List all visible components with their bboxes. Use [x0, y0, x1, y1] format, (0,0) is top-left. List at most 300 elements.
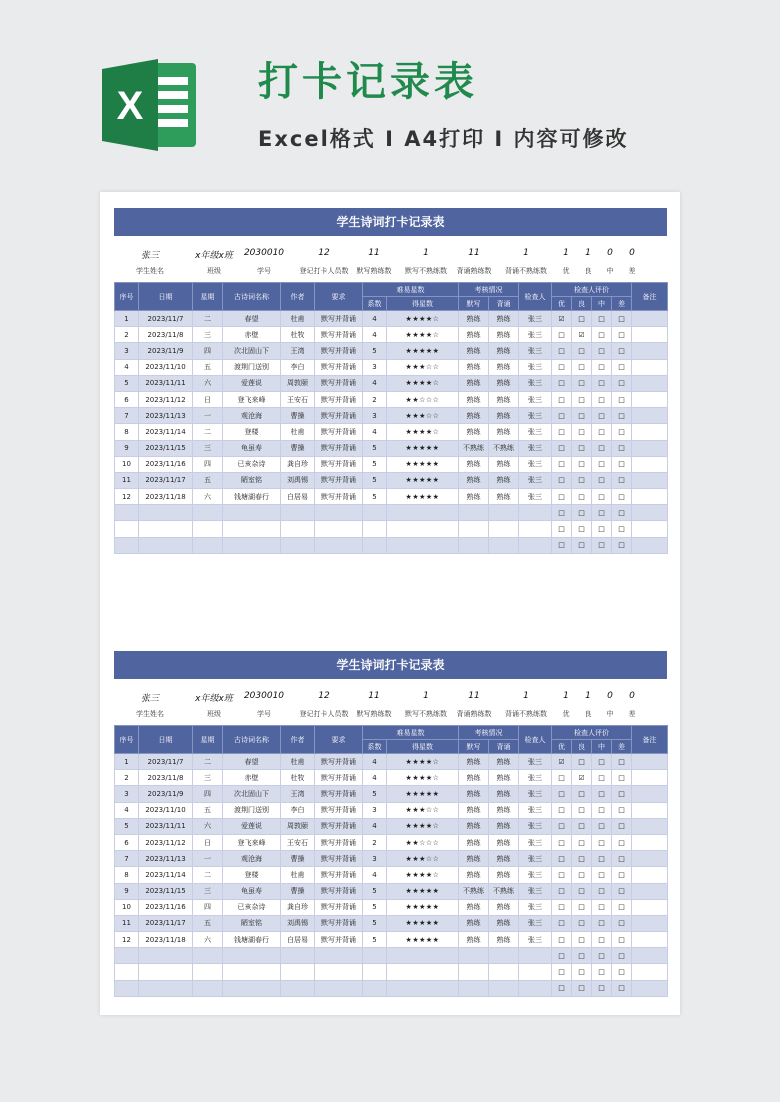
- checkbox-excellent[interactable]: ☑: [552, 311, 572, 327]
- col-header-remark: 备注: [632, 283, 668, 311]
- checkbox-good[interactable]: ☑: [572, 327, 592, 343]
- checkbox-good[interactable]: □: [572, 802, 592, 818]
- checkbox-excellent[interactable]: □: [552, 424, 572, 440]
- cell-dictation: 熟练: [459, 489, 489, 505]
- cell-star-rating: [387, 948, 459, 964]
- cell-requirement: 默写并背诵: [315, 472, 363, 488]
- cell-dictation: 熟练: [459, 343, 489, 359]
- cell-requirement: 默写并背诵: [315, 456, 363, 472]
- cell-requirement: 默写并背诵: [315, 883, 363, 899]
- checkbox-medium[interactable]: □: [592, 834, 612, 850]
- checkbox-medium[interactable]: □: [592, 391, 612, 407]
- cell-requirement: 默写并背诵: [315, 327, 363, 343]
- info-label: 班级: [207, 710, 221, 718]
- checkbox-good[interactable]: □: [572, 537, 592, 553]
- checkbox-poor[interactable]: □: [612, 489, 632, 505]
- checkbox-poor[interactable]: □: [612, 456, 632, 472]
- info-label: 登记打卡人员数: [299, 710, 349, 718]
- cell-requirement: [315, 521, 363, 537]
- cell-poem: 观沧海: [223, 851, 281, 867]
- cell-requirement: 默写并背诵: [315, 375, 363, 391]
- checkbox-medium[interactable]: □: [592, 851, 612, 867]
- cell-checker: 张三: [519, 802, 552, 818]
- cell-weekday: [193, 948, 223, 964]
- checkbox-good[interactable]: □: [572, 948, 592, 964]
- info-value: 1: [523, 691, 529, 701]
- checkbox-poor[interactable]: □: [612, 802, 632, 818]
- checkbox-medium[interactable]: □: [592, 456, 612, 472]
- cell-star-rating: ★★☆☆☆: [387, 834, 459, 850]
- cell-coefficient: 5: [363, 899, 387, 915]
- cell-coefficient: [363, 948, 387, 964]
- cell-remark: [632, 851, 668, 867]
- cell-poem: 登飞来峰: [223, 834, 281, 850]
- cell-checker: 张三: [519, 375, 552, 391]
- checkbox-medium[interactable]: □: [592, 408, 612, 424]
- cell-date: 2023/11/12: [139, 834, 193, 850]
- checkbox-medium[interactable]: □: [592, 472, 612, 488]
- checkbox-poor[interactable]: □: [612, 754, 632, 770]
- checkbox-good[interactable]: □: [572, 521, 592, 537]
- cell-no: 9: [115, 883, 139, 899]
- cell-weekday: [193, 537, 223, 553]
- cell-weekday: [193, 980, 223, 996]
- cell-author: [281, 980, 315, 996]
- checkbox-poor[interactable]: □: [612, 932, 632, 948]
- cell-date: 2023/11/8: [139, 770, 193, 786]
- cell-date: 2023/11/12: [139, 391, 193, 407]
- cell-weekday: 三: [193, 883, 223, 899]
- checkbox-medium[interactable]: □: [592, 537, 612, 553]
- checkbox-poor[interactable]: □: [612, 440, 632, 456]
- info-label: 差: [628, 710, 636, 718]
- checkbox-excellent[interactable]: □: [552, 770, 572, 786]
- checkbox-excellent[interactable]: □: [552, 472, 572, 488]
- cell-star-rating: ★★★★★: [387, 440, 459, 456]
- cell-remark: [632, 867, 668, 883]
- cell-recitation: 熟练: [489, 311, 519, 327]
- checkbox-excellent[interactable]: □: [552, 786, 572, 802]
- cell-requirement: 默写并背诵: [315, 851, 363, 867]
- col-header-assessment: 考核情况: [459, 283, 519, 297]
- checkbox-poor[interactable]: □: [612, 818, 632, 834]
- checkbox-medium[interactable]: □: [592, 754, 612, 770]
- cell-requirement: 默写并背诵: [315, 311, 363, 327]
- checkbox-poor[interactable]: □: [612, 834, 632, 850]
- cell-no: 3: [115, 786, 139, 802]
- cell-weekday: 二: [193, 311, 223, 327]
- cell-date: 2023/11/16: [139, 899, 193, 915]
- cell-author: 王湾: [281, 343, 315, 359]
- cell-dictation: 熟练: [459, 408, 489, 424]
- checkbox-poor[interactable]: □: [612, 980, 632, 996]
- cell-weekday: 五: [193, 915, 223, 931]
- cell-date: 2023/11/11: [139, 818, 193, 834]
- checkbox-poor[interactable]: □: [612, 867, 632, 883]
- cell-star-rating: ★★★★★: [387, 932, 459, 948]
- checkbox-medium[interactable]: □: [592, 343, 612, 359]
- table-row: [115, 964, 668, 980]
- checkbox-excellent[interactable]: □: [552, 375, 572, 391]
- cell-checker: 张三: [519, 489, 552, 505]
- cell-dictation: 熟练: [459, 456, 489, 472]
- checkbox-poor[interactable]: □: [612, 359, 632, 375]
- checkbox-good[interactable]: □: [572, 489, 592, 505]
- cell-weekday: 四: [193, 899, 223, 915]
- col-header-recitation: 背诵: [489, 297, 519, 311]
- checkbox-good[interactable]: □: [572, 311, 592, 327]
- checkbox-good[interactable]: □: [572, 472, 592, 488]
- cell-dictation: 熟练: [459, 867, 489, 883]
- info-value: 张三: [140, 251, 160, 261]
- checkbox-good[interactable]: □: [572, 980, 592, 996]
- info-label: 良: [584, 710, 592, 718]
- cell-author: [281, 505, 315, 521]
- checkbox-good[interactable]: □: [572, 754, 592, 770]
- cell-recitation: 熟练: [489, 851, 519, 867]
- checkbox-excellent[interactable]: □: [552, 489, 572, 505]
- cell-star-rating: ★★★★☆: [387, 424, 459, 440]
- cell-weekday: 二: [193, 754, 223, 770]
- cell-requirement: 默写并背诵: [315, 834, 363, 850]
- checkbox-good[interactable]: □: [572, 851, 592, 867]
- checkbox-medium[interactable]: □: [592, 899, 612, 915]
- checkbox-medium[interactable]: □: [592, 521, 612, 537]
- cell-recitation: 熟练: [489, 818, 519, 834]
- checkbox-poor[interactable]: □: [612, 786, 632, 802]
- info-value: 1: [563, 248, 569, 258]
- cell-recitation: 熟练: [489, 915, 519, 931]
- cell-checker: 张三: [519, 851, 552, 867]
- cell-author: 王安石: [281, 391, 315, 407]
- cell-checker: 张三: [519, 883, 552, 899]
- col-header-no: 序号: [115, 726, 139, 754]
- cell-date: 2023/11/14: [139, 424, 193, 440]
- cell-no: 4: [115, 359, 139, 375]
- cell-author: 王湾: [281, 786, 315, 802]
- cell-recitation: [489, 964, 519, 980]
- table-row: [115, 375, 668, 391]
- cell-remark: [632, 375, 668, 391]
- table-row: [115, 851, 668, 867]
- checkbox-excellent[interactable]: □: [552, 521, 572, 537]
- record-table-block-2: [114, 651, 667, 997]
- col-header-good: 良: [572, 740, 592, 754]
- checkbox-excellent[interactable]: □: [552, 818, 572, 834]
- cell-poem: 登楼: [223, 867, 281, 883]
- cell-weekday: 五: [193, 359, 223, 375]
- cell-poem: 渡荆门送别: [223, 359, 281, 375]
- checkbox-excellent[interactable]: □: [552, 834, 572, 850]
- cell-star-rating: ★★★★★: [387, 899, 459, 915]
- table-row: [115, 343, 668, 359]
- checkbox-good[interactable]: □: [572, 834, 592, 850]
- cell-checker: 张三: [519, 311, 552, 327]
- table-row: [115, 408, 668, 424]
- checkbox-medium[interactable]: □: [592, 786, 612, 802]
- cell-poem: 观沧海: [223, 408, 281, 424]
- cell-coefficient: 4: [363, 867, 387, 883]
- cell-checker: 张三: [519, 932, 552, 948]
- checkbox-excellent[interactable]: □: [552, 408, 572, 424]
- cell-author: 龚自珍: [281, 899, 315, 915]
- checkbox-good[interactable]: □: [572, 932, 592, 948]
- cell-weekday: 六: [193, 375, 223, 391]
- col-header-coefficient: 系数: [363, 740, 387, 754]
- checkbox-medium[interactable]: □: [592, 770, 612, 786]
- checkbox-medium[interactable]: □: [592, 964, 612, 980]
- checkbox-medium[interactable]: □: [592, 948, 612, 964]
- cell-poem: 春望: [223, 754, 281, 770]
- checkbox-good[interactable]: □: [572, 359, 592, 375]
- cell-poem: [223, 980, 281, 996]
- checkbox-good[interactable]: □: [572, 899, 592, 915]
- checkbox-good[interactable]: □: [572, 424, 592, 440]
- info-value: 1: [423, 691, 429, 701]
- table-row: [115, 915, 668, 931]
- checkbox-good[interactable]: □: [572, 440, 592, 456]
- cell-checker: [519, 537, 552, 553]
- checkbox-excellent[interactable]: □: [552, 359, 572, 375]
- checkbox-medium[interactable]: □: [592, 915, 612, 931]
- checkbox-good[interactable]: □: [572, 505, 592, 521]
- cell-checker: 张三: [519, 424, 552, 440]
- cell-requirement: [315, 505, 363, 521]
- cell-coefficient: 5: [363, 440, 387, 456]
- checkbox-medium[interactable]: □: [592, 932, 612, 948]
- checkbox-medium[interactable]: □: [592, 867, 612, 883]
- checkbox-good[interactable]: □: [572, 391, 592, 407]
- checkbox-medium[interactable]: □: [592, 424, 612, 440]
- checkbox-medium[interactable]: □: [592, 883, 612, 899]
- cell-requirement: 默写并背诵: [315, 818, 363, 834]
- checkbox-good[interactable]: □: [572, 375, 592, 391]
- info-value: 1: [423, 248, 429, 258]
- cell-no: 4: [115, 802, 139, 818]
- cell-recitation: [489, 505, 519, 521]
- checkbox-excellent[interactable]: □: [552, 867, 572, 883]
- cell-author: 杜甫: [281, 867, 315, 883]
- col-header-good: 良: [572, 297, 592, 311]
- info-value: 0: [629, 248, 635, 258]
- cell-coefficient: 4: [363, 818, 387, 834]
- info-label: 登记打卡人员数: [299, 267, 349, 275]
- checkbox-medium[interactable]: □: [592, 440, 612, 456]
- checkbox-good[interactable]: □: [572, 343, 592, 359]
- cell-coefficient: 5: [363, 456, 387, 472]
- cell-coefficient: 5: [363, 883, 387, 899]
- cell-recitation: 熟练: [489, 867, 519, 883]
- cell-requirement: 默写并背诵: [315, 802, 363, 818]
- checkbox-poor[interactable]: □: [612, 472, 632, 488]
- checkbox-good[interactable]: □: [572, 408, 592, 424]
- checkbox-medium[interactable]: □: [592, 505, 612, 521]
- cell-checker: 张三: [519, 834, 552, 850]
- cell-poem: 陋室铭: [223, 472, 281, 488]
- cell-dictation: 不熟练: [459, 883, 489, 899]
- checkbox-medium[interactable]: □: [592, 375, 612, 391]
- col-header-stars: 得星数: [387, 297, 459, 311]
- checkbox-good[interactable]: □: [572, 915, 592, 931]
- cell-coefficient: 3: [363, 408, 387, 424]
- checkbox-poor[interactable]: □: [612, 521, 632, 537]
- checkbox-excellent[interactable]: □: [552, 327, 572, 343]
- cell-recitation: 熟练: [489, 327, 519, 343]
- checkbox-good[interactable]: ☑: [572, 770, 592, 786]
- checkbox-excellent[interactable]: □: [552, 505, 572, 521]
- checkbox-excellent[interactable]: □: [552, 851, 572, 867]
- cell-date: 2023/11/18: [139, 489, 193, 505]
- checkbox-good[interactable]: □: [572, 786, 592, 802]
- checkbox-excellent[interactable]: □: [552, 456, 572, 472]
- cell-author: 白居易: [281, 932, 315, 948]
- cell-no: [115, 948, 139, 964]
- cell-date: [139, 521, 193, 537]
- cell-recitation: 熟练: [489, 408, 519, 424]
- table-row: [115, 899, 668, 915]
- checkbox-poor[interactable]: □: [612, 948, 632, 964]
- cell-author: [281, 537, 315, 553]
- cell-no: 7: [115, 851, 139, 867]
- cell-no: 11: [115, 915, 139, 931]
- cell-dictation: 熟练: [459, 472, 489, 488]
- checkbox-medium[interactable]: □: [592, 327, 612, 343]
- checkbox-excellent[interactable]: □: [552, 537, 572, 553]
- checkbox-poor[interactable]: □: [612, 424, 632, 440]
- checkbox-excellent[interactable]: □: [552, 948, 572, 964]
- checkbox-medium[interactable]: □: [592, 489, 612, 505]
- checkbox-medium[interactable]: □: [592, 359, 612, 375]
- checkbox-medium[interactable]: □: [592, 818, 612, 834]
- info-value: 2030010: [243, 691, 285, 701]
- checkbox-poor[interactable]: □: [612, 915, 632, 931]
- checkbox-poor[interactable]: □: [612, 311, 632, 327]
- cell-weekday: 四: [193, 343, 223, 359]
- checkbox-poor[interactable]: □: [612, 770, 632, 786]
- checkbox-excellent[interactable]: □: [552, 883, 572, 899]
- student-info: [114, 236, 667, 282]
- checkbox-excellent[interactable]: □: [552, 980, 572, 996]
- checkbox-good[interactable]: □: [572, 867, 592, 883]
- cell-remark: [632, 932, 668, 948]
- checkbox-poor[interactable]: □: [612, 375, 632, 391]
- cell-coefficient: 5: [363, 489, 387, 505]
- info-value: 0: [607, 691, 613, 701]
- checkbox-poor[interactable]: □: [612, 343, 632, 359]
- cell-author: 李白: [281, 359, 315, 375]
- cell-star-rating: ★★★★★: [387, 915, 459, 931]
- checkbox-good[interactable]: □: [572, 818, 592, 834]
- cell-remark: [632, 537, 668, 553]
- checkbox-excellent[interactable]: □: [552, 391, 572, 407]
- record-table-block-1: [114, 208, 667, 554]
- checkbox-excellent[interactable]: □: [552, 932, 572, 948]
- cell-star-rating: ★★★★☆: [387, 311, 459, 327]
- cell-remark: [632, 883, 668, 899]
- table-row: [115, 802, 668, 818]
- checkbox-poor[interactable]: □: [612, 327, 632, 343]
- checkbox-medium[interactable]: □: [592, 980, 612, 996]
- checkbox-good[interactable]: □: [572, 964, 592, 980]
- table-row: [115, 359, 668, 375]
- cell-recitation: 熟练: [489, 391, 519, 407]
- checkbox-excellent[interactable]: □: [552, 802, 572, 818]
- cell-requirement: 默写并背诵: [315, 424, 363, 440]
- cell-poem: 钱塘湖春行: [223, 932, 281, 948]
- cell-checker: [519, 948, 552, 964]
- checkbox-excellent[interactable]: □: [552, 440, 572, 456]
- cell-author: 周敦颐: [281, 375, 315, 391]
- checkbox-medium[interactable]: □: [592, 802, 612, 818]
- cell-weekday: 五: [193, 802, 223, 818]
- cell-poem: 已亥杂诗: [223, 456, 281, 472]
- cell-weekday: [193, 964, 223, 980]
- checkbox-poor[interactable]: □: [612, 537, 632, 553]
- cell-checker: 张三: [519, 408, 552, 424]
- cell-coefficient: 4: [363, 311, 387, 327]
- checkbox-good[interactable]: □: [572, 456, 592, 472]
- cell-remark: [632, 754, 668, 770]
- checkbox-poor[interactable]: □: [612, 408, 632, 424]
- cell-coefficient: 2: [363, 834, 387, 850]
- cell-recitation: 熟练: [489, 489, 519, 505]
- checkbox-poor[interactable]: □: [612, 964, 632, 980]
- cell-dictation: 熟练: [459, 391, 489, 407]
- checkbox-excellent[interactable]: □: [552, 899, 572, 915]
- col-header-poem: 古诗词名称: [223, 726, 281, 754]
- cell-coefficient: 4: [363, 327, 387, 343]
- checkbox-poor[interactable]: □: [612, 899, 632, 915]
- cell-dictation: 熟练: [459, 359, 489, 375]
- checkbox-poor[interactable]: □: [612, 505, 632, 521]
- cell-coefficient: 2: [363, 391, 387, 407]
- checkbox-excellent[interactable]: □: [552, 915, 572, 931]
- cell-poem: 登楼: [223, 424, 281, 440]
- checkbox-excellent[interactable]: ☑: [552, 754, 572, 770]
- cell-poem: 陋室铭: [223, 915, 281, 931]
- checkbox-excellent[interactable]: □: [552, 343, 572, 359]
- cell-no: 6: [115, 834, 139, 850]
- checkbox-medium[interactable]: □: [592, 311, 612, 327]
- checkbox-poor[interactable]: □: [612, 391, 632, 407]
- info-label: 背诵不熟练数: [505, 710, 547, 718]
- checkbox-poor[interactable]: □: [612, 851, 632, 867]
- cell-requirement: [315, 948, 363, 964]
- cell-poem: 次北固山下: [223, 786, 281, 802]
- cell-author: [281, 521, 315, 537]
- cell-author: 杜甫: [281, 424, 315, 440]
- cell-coefficient: [363, 505, 387, 521]
- cell-poem: [223, 505, 281, 521]
- info-label: 中: [606, 267, 614, 275]
- cell-no: [115, 521, 139, 537]
- cell-poem: [223, 521, 281, 537]
- info-label: 背诵熟练数: [456, 710, 492, 718]
- info-value: x年级x班: [195, 694, 233, 704]
- col-header-poem: 古诗词名称: [223, 283, 281, 311]
- cell-dictation: [459, 980, 489, 996]
- cell-requirement: 默写并背诵: [315, 408, 363, 424]
- checkbox-excellent[interactable]: □: [552, 964, 572, 980]
- cell-checker: 张三: [519, 867, 552, 883]
- cell-star-rating: ★★★☆☆: [387, 408, 459, 424]
- cell-remark: [632, 456, 668, 472]
- checkbox-good[interactable]: □: [572, 883, 592, 899]
- cell-requirement: 默写并背诵: [315, 786, 363, 802]
- table-row: [115, 311, 668, 327]
- col-header-requirement: 要求: [315, 283, 363, 311]
- checkbox-poor[interactable]: □: [612, 883, 632, 899]
